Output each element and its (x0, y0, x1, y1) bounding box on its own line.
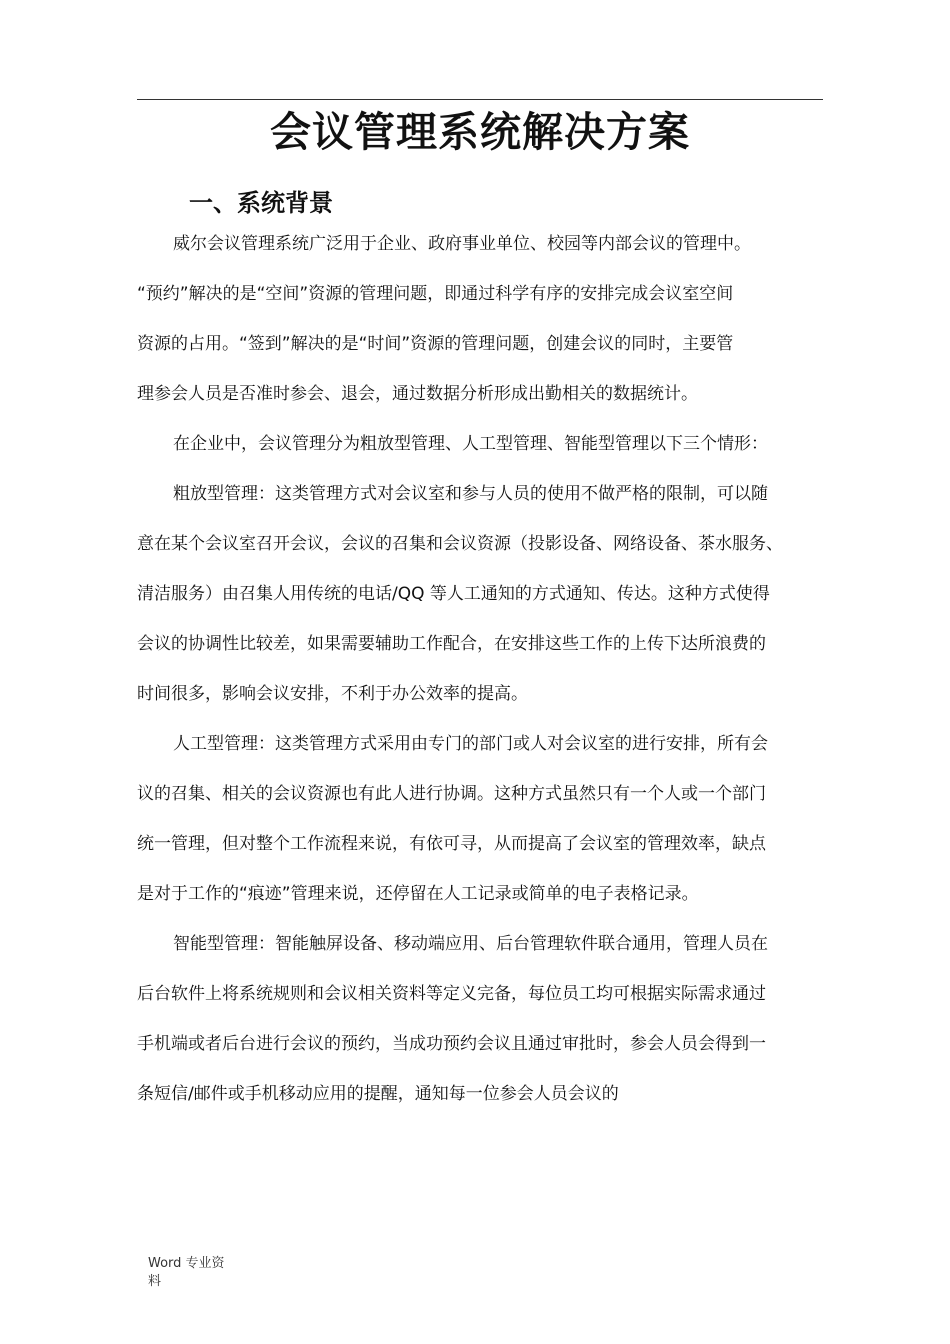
text-line: 理参会人员是否准时参会、退会，通过数据分析形成出勤相关的数据统计。 (137, 384, 698, 404)
footer-line: Word 专业资 (148, 1256, 225, 1271)
paragraph-manual (137, 732, 809, 907)
text-line: 在企业中，会议管理分为粗放型管理、人工型管理、智能型管理以下三个情形： (173, 434, 768, 454)
text-line: 议的召集、相关的会议资源也有此人进行协调。这种方式虽然只有一个人或一个部门 (137, 784, 766, 804)
text-line: 手机端或者后台进行会议的预约，当成功预约会议且通过审批时，参会人员会得到一 (137, 1034, 766, 1054)
text-line: 粗放型管理：这类管理方式对会议室和参与人员的使用不做严格的限制，可以随 (173, 484, 768, 504)
text-line: 人工型管理：这类管理方式采用由专门的部门或人对会议室的进行安排，所有会 (173, 734, 768, 754)
text-line: 后台软件上将系统规则和会议相关资料等定义完备，每位员工均可根据实际需求通过 (137, 984, 766, 1004)
text-line: 威尔会议管理系统广泛用于企业、政府事业单位、校园等内部会议的管理中。 (173, 234, 751, 254)
text-line: 资源的占用。“签到”解决的是“时间”资源的管理问题，创建会议的同时，主要管 (137, 334, 734, 354)
page-footer (148, 1255, 238, 1291)
text-line: 条短信/邮件或手机移动应用的提醒，通知每一位参会人员会议的 (137, 1084, 619, 1104)
text-line: 时间很多，影响会议安排，不利于办公效率的提高。 (137, 684, 528, 704)
text-line: 是对于工作的“痕迹”管理来说，还停留在人工记录或简单的电子表格记录。 (137, 884, 699, 904)
paragraph-extensive (137, 482, 809, 707)
document-body (137, 232, 809, 1107)
document-title: 会议管理系统解决方案 (270, 108, 690, 156)
text-line: 统一管理，但对整个工作流程来说，有依可寻，从而提高了会议室的管理效率，缺点 (137, 834, 766, 854)
section-heading: 一、系统背景 (189, 189, 333, 217)
paragraph-intro (137, 232, 809, 257)
paragraph-reservation (137, 282, 809, 407)
text-line: 意在某个会议室召开会议，会议的召集和会议资源（投影设备、网络设备、茶水服务、 (137, 534, 783, 554)
paragraph-smart (137, 932, 809, 1107)
paragraph-management-types (137, 432, 809, 457)
text-line: “预约”解决的是“空间”资源的管理问题，即通过科学有序的安排完成会议室空间 (137, 284, 734, 304)
text-line: 智能型管理：智能触屏设备、移动端应用、后台管理软件联合通用，管理人员在 (173, 934, 768, 954)
footer-line: 料 (148, 1274, 162, 1289)
header-rule (137, 99, 823, 100)
text-line: 清洁服务）由召集人用传统的电话/QQ 等人工通知的方式通知、传达。这种方式使得 (137, 584, 770, 604)
text-line: 会议的协调性比较差，如果需要辅助工作配合，在安排这些工作的上传下达所浪费的 (137, 634, 766, 654)
